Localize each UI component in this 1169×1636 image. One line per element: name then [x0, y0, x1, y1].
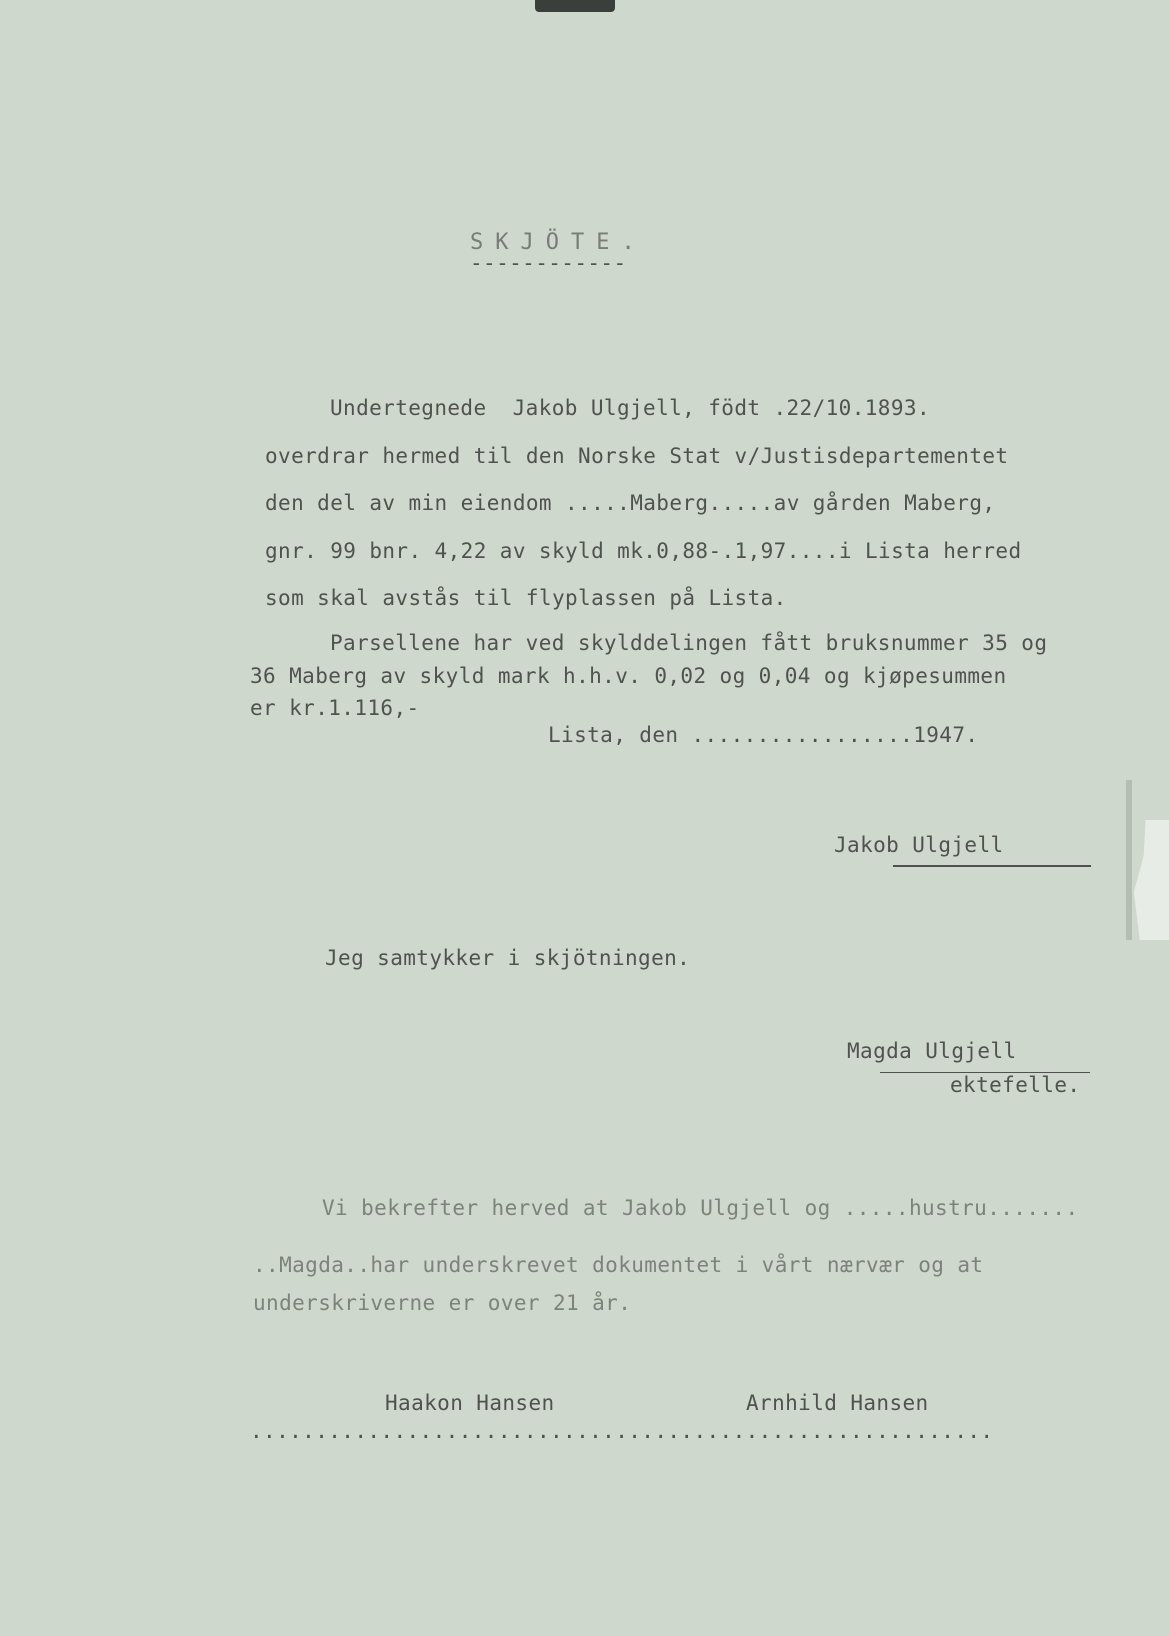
- witness-haakon: Haakon Hansen: [385, 1391, 555, 1415]
- signature-line-1: [893, 865, 1091, 867]
- place-date-line: Lista, den .................1947.: [548, 723, 979, 747]
- body-line-1: Undertegnede Jakob Ulgjell, födt .22/10.1893.: [330, 396, 930, 420]
- body-line-2: overdrar hermed til den Norske Stat v/Justisdepartementet: [265, 444, 1009, 468]
- title-underline: ------------: [470, 251, 627, 275]
- consent-statement: Jeg samtykker i skjötningen.: [325, 946, 691, 970]
- confirmation-line-3: underskriverne er over 21 år.: [253, 1291, 632, 1315]
- witness-arnhild: Arnhild Hansen: [746, 1391, 929, 1415]
- body-line-5: som skal avstås til flyplassen på Lista.: [265, 586, 787, 610]
- confirmation-line-1: Vi bekrefter herved at Jakob Ulgjell og .....hustru.......: [322, 1196, 1079, 1220]
- signature-magda-role: ektefelle.: [950, 1073, 1081, 1097]
- body-line-3: den del av min eiendom .....Maberg.....av gården Maberg,: [265, 491, 996, 515]
- body-line-7: 36 Maberg av skyld mark h.h.v. 0,02 og 0,04 og kjøpesummen: [250, 664, 1007, 688]
- witness-dotted-line: .........................................................: [250, 1419, 994, 1443]
- body-line-6: Parsellene har ved skylddelingen fått bruksnummer 35 og: [330, 631, 1048, 655]
- signature-jakob: Jakob Ulgjell: [834, 833, 1004, 857]
- body-line-4: gnr. 99 bnr. 4,22 av skyld mk.0,88-.1,97....i Lista herred: [265, 539, 1022, 563]
- right-edge-shadow: [1126, 780, 1132, 940]
- confirmation-line-2: ..Magda..har underskrevet dokumentet i vårt nærvær og at: [253, 1253, 984, 1277]
- body-line-8: er kr.1.116,-: [250, 696, 420, 720]
- top-notch: [535, 0, 615, 12]
- right-edge-tear: [1130, 820, 1169, 940]
- signature-magda: Magda Ulgjell: [847, 1039, 1017, 1063]
- document-title: SKJÖTE.: [470, 230, 647, 255]
